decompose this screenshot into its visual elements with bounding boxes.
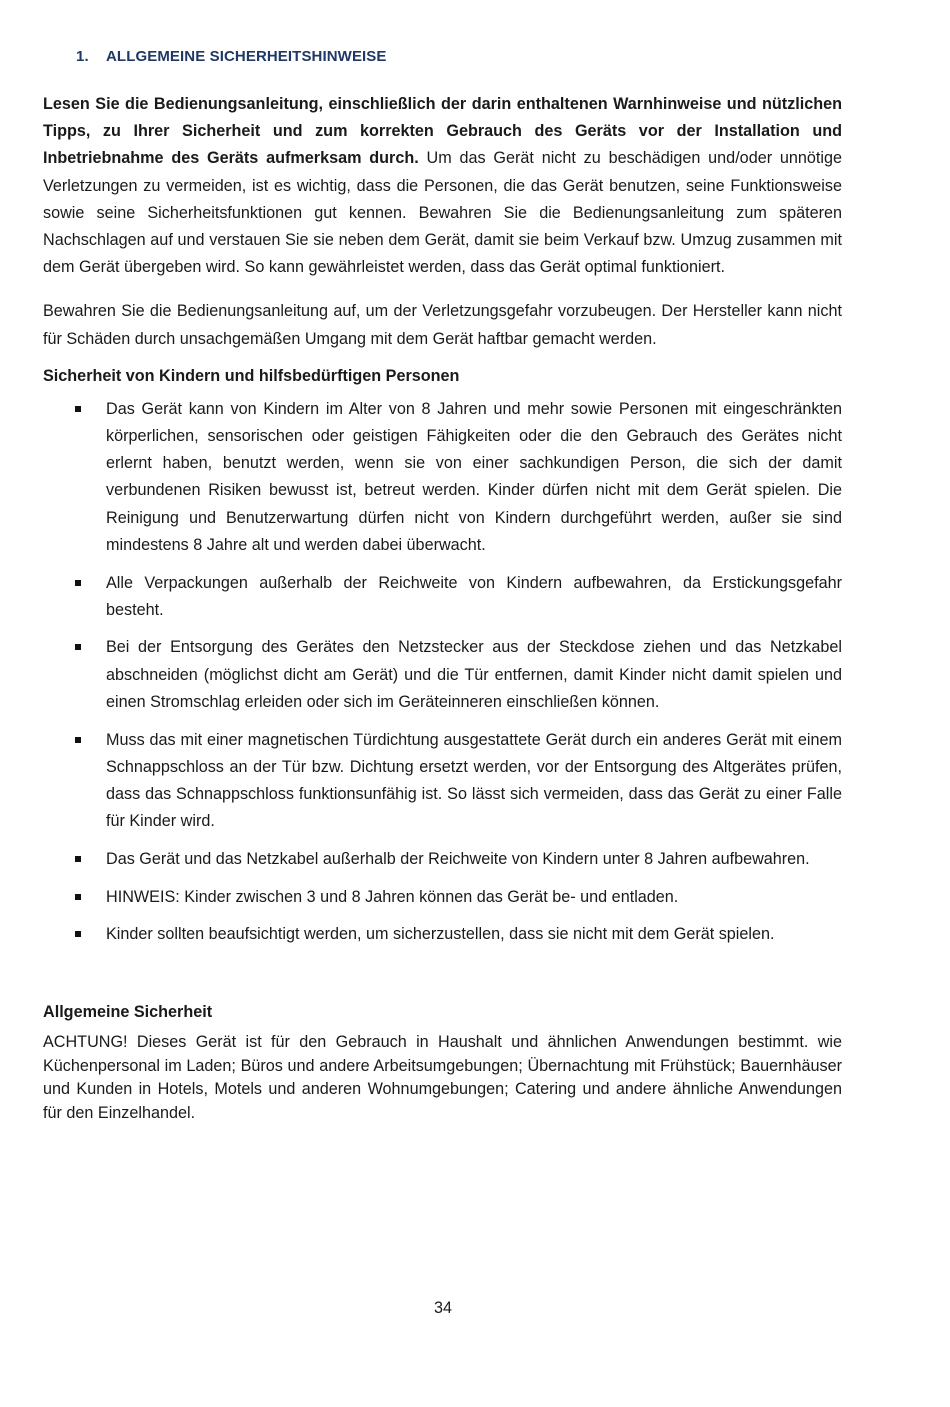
list-item [43,727,842,836]
spacer [43,959,842,999]
children-safety-list [43,396,842,949]
section-number: 1. [76,48,89,65]
section-heading [76,48,842,65]
general-safety-heading: Allgemeine Sicherheit [43,1002,213,1021]
bullet-square-icon [75,894,81,900]
section-title: ALLGEMEINE SICHERHEITSHINWEISE [106,48,387,65]
list-item [43,570,842,624]
list-item [43,396,842,559]
list-item-text: Muss das mit einer magnetischen Türdichtung ausgestattete Gerät durch ein anderes Gerät mit einem Schnappschloss an der Tür bzw. Dichtung ersetzt werden, vor der Entsorgung des Altgerätes prüfen, dass das Schnappschloss funktionsunfähig ist. So lässt sich vermeiden, dass das Gerät zu einer Falle für Kinder wird. [106,730,842,831]
bullet-square-icon [75,931,81,937]
intro-normal-text: Um das Gerät nicht zu beschädigen und/oder unnötige Verletzungen zu vermeiden, ist es wichtig, dass die Personen, die das Gerät benutzen, seine Funktionsweise sowie seine Sicherheitsfunktionen gut kennen. Bewahren Sie die Bedienungsanleitung zum späteren Nachschlagen auf und verstauen Sie sie neben dem Gerät, damit sie beim Verkauf bzw. Umzug zusammen mit dem Gerät übergeben wird. So kann gewährleistet werden, dass das Gerät optimal funktioniert. [43,149,842,277]
list-item-text: Alle Verpackungen außerhalb der Reichweite von Kindern aufbewahren, da Erstickungsgefahr besteht. [106,573,842,619]
list-item-text: Das Gerät kann von Kindern im Alter von 8 Jahren und mehr sowie Personen mit eingeschränkten körperlichen, sensorischen oder geistigen Fähigkeiten oder die den Gebrauch des Gerätes nicht erlernt haben, benutzt werden, wenn sie von einer sachkundigen Person, die sich der damit verbundenen Risiken bewusst ist, betreut werden. Kinder dürfen nicht mit dem Gerät spielen. Die Reinigung und Benutzerwartung dürfen nicht von Kindern durchgeführt werden, außer sie sind mindestens 8 Jahre alt und werden dabei überwacht. [106,399,842,554]
bullet-square-icon [75,406,81,412]
intro-paragraph [43,91,842,281]
children-safety-heading: Sicherheit von Kindern und hilfsbedürftigen Personen [43,366,460,385]
bullet-square-icon [75,737,81,743]
list-item [43,846,842,873]
bullet-square-icon [75,580,81,586]
page-number: 34 [433,1299,452,1317]
list-item [43,921,842,948]
document-page [43,48,842,1125]
list-item-text: HINWEIS: Kinder zwischen 3 und 8 Jahren können das Gerät be- und entladen. [106,887,679,906]
bullet-square-icon [75,644,81,650]
list-item [43,634,842,716]
list-item-text: Das Gerät und das Netzkabel außerhalb der Reichweite von Kindern unter 8 Jahren aufbewahren. [106,849,810,868]
liability-paragraph: Bewahren Sie die Bedienungsanleitung auf, um der Verletzungsgefahr vorzubeugen. Der Hersteller kann nicht für Schäden durch unsachgemäßen Umgang mit dem Gerät haftbar gemacht werden. [43,302,842,348]
warning-paragraph: ACHTUNG! Dieses Gerät ist für den Gebrauch in Haushalt und ähnlichen Anwendungen bestimmt. wie Küchenpersonal im Laden; Büros und andere Arbeitsumgebungen; Übernachtung mit Frühstück; Bauernhäuser und Kunden in Hotels, Motels und anderen Wohnumgebungen; Catering und andere ähnliche Anwendungen für den Einzelhandel. [43,1032,842,1122]
bullet-square-icon [75,856,81,862]
list-item-text: Bei der Entsorgung des Gerätes den Netzstecker aus der Steckdose ziehen und das Netzkabel abschneiden (möglichst dicht am Gerät) und die Tür entfernen, damit Kinder nicht damit spielen und einen Stromschlag erleiden oder sich im Geräteinneren einschließen können. [106,638,842,711]
list-item [43,884,842,911]
intro-bold-text: Lesen Sie die Bedienungsanleitung, einschließlich der darin enthaltenen Warnhinweise und nützlichen Tipps, zu Ihrer Sicherheit und zum korrekten Gebrauch des Geräts vor der Installation und Inbetriebnahme des Geräts aufmerksam durch. [43,95,842,168]
list-item-text: Kinder sollten beaufsichtigt werden, um sicherzustellen, dass sie nicht mit dem Gerät spielen. [106,925,775,944]
